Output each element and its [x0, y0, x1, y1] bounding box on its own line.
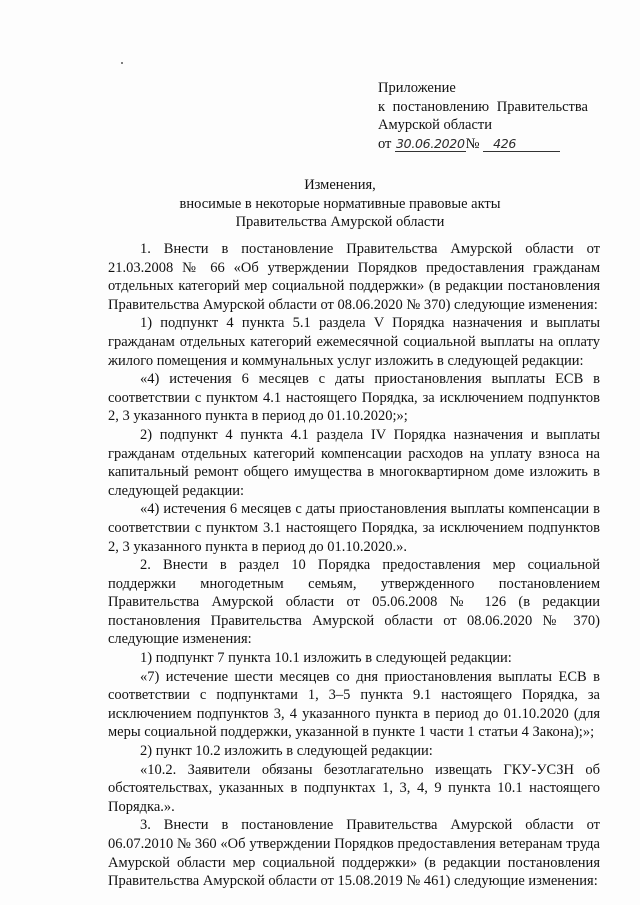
appendix-date-number-line [378, 135, 618, 154]
paragraph-1-item-1: 1) подпункт 4 пункта 5.1 раздела V Порядка назначения и выплаты гражданам отдельных категорий ежемесячной социальной выплаты на оплату жилого помещения и коммунальных услуг изложить в следующей редакции: [108, 315, 600, 369]
scan-speck [121, 62, 123, 64]
paragraph-1-item-1-text: «4) истечения 6 месяцев с даты приостановления выплаты ЕСВ в соответствии с пунктом 4.1 настоящего Порядка, за исключением подпунктов 2, 3 указанного пункта в период до 01.10.2020;»; [108, 371, 600, 425]
appendix-header [378, 79, 618, 153]
paragraph-3: 3. Внести в постановление Правительства Амурской области от 06.07.2010 № 360 «Об утверждении Порядков предоставления ветеранам труда Амурской области мер социальной поддержки» (в редакции постановления Правительства Амурской области от 15.08.2019 № 461) следующие изменения: [108, 817, 600, 890]
paragraph-1: 1. Внести в постановление Правительства Амурской области от 21.03.2008 № 66 «Об утверждении Порядков предоставления гражданам отдельных категорий мер социальной поддержки» (в редакции постановления Правительства Амурской области от 08.06.2020 № 370) следующие изменения: [108, 241, 600, 313]
appendix-resolution-line: к постановлению Правительства [378, 98, 588, 115]
handwritten-number: 426 [483, 137, 560, 152]
appendix-label: Приложение [378, 80, 456, 96]
document-subtitle-line1: вносимые в некоторые нормативные правовые акты [179, 195, 501, 212]
paragraph-2-item-1: 1) подпункт 7 пункта 10.1 изложить в следующей редакции: [140, 650, 512, 667]
document-title: Изменения, [304, 177, 376, 193]
paragraph-2-item-2: 2) пункт 10.2 изложить в следующей редакции: [140, 743, 433, 760]
paragraph-2: 2. Внести в раздел 10 Порядка предоставления мер социальной поддержки многодетным семьям, утвержденного постановлением Правительства Амурской области от 05.06.2008 № 126 (в редакции постановления Правительства Амурской области от 08.06.2020 № 370) следующие изменения: [108, 557, 600, 648]
document-body [108, 240, 600, 891]
paragraph-1-item-2-text: «4) истечения 6 месяцев с даты приостановления выплаты компенсации в соответствии с пунктом 3.1 настоящего Порядка, за исключением подпунктов 2, 3 указанного пункта в период до 01.10.2020.». [108, 501, 600, 555]
handwritten-date: 30.06.2020 [396, 135, 465, 151]
document-subtitle-line2: Правительства Амурской области [235, 214, 445, 230]
paragraph-2-item-1-text: «7) истечение шести месяцев со дня приостановления выплаты ЕСВ в соответствии с подпунктами 1, 3–5 пункта 9.1 настоящего Порядка, за исключением подпунктов 3, 4 указанного пункта в период до 01.10.2020 (для меры социальной поддержки, указанной в пункте 1 части 1 статьи 4 Закона);»; [108, 668, 600, 741]
paragraph-2-item-2-text: «10.2. Заявители обязаны безотлагательно извещать ГКУ-УСЗН об обстоятельствах, указанных в подпунктах 1, 3, 4, 9 пункта 10.1 настоящего Порядка.». [108, 761, 600, 815]
appendix-region-line: Амурской области [378, 117, 492, 133]
paragraph-1-item-2: 2) подпункт 4 пункта 4.1 раздела IV Порядка назначения и выплаты гражданам отдельных категорий компенсации расходов на уплату взноса на капитальный ремонт общего имущества в многоквартирном доме изложить в следующей редакции: [108, 426, 600, 499]
from-label: от [378, 135, 392, 152]
number-label: № [465, 135, 480, 152]
